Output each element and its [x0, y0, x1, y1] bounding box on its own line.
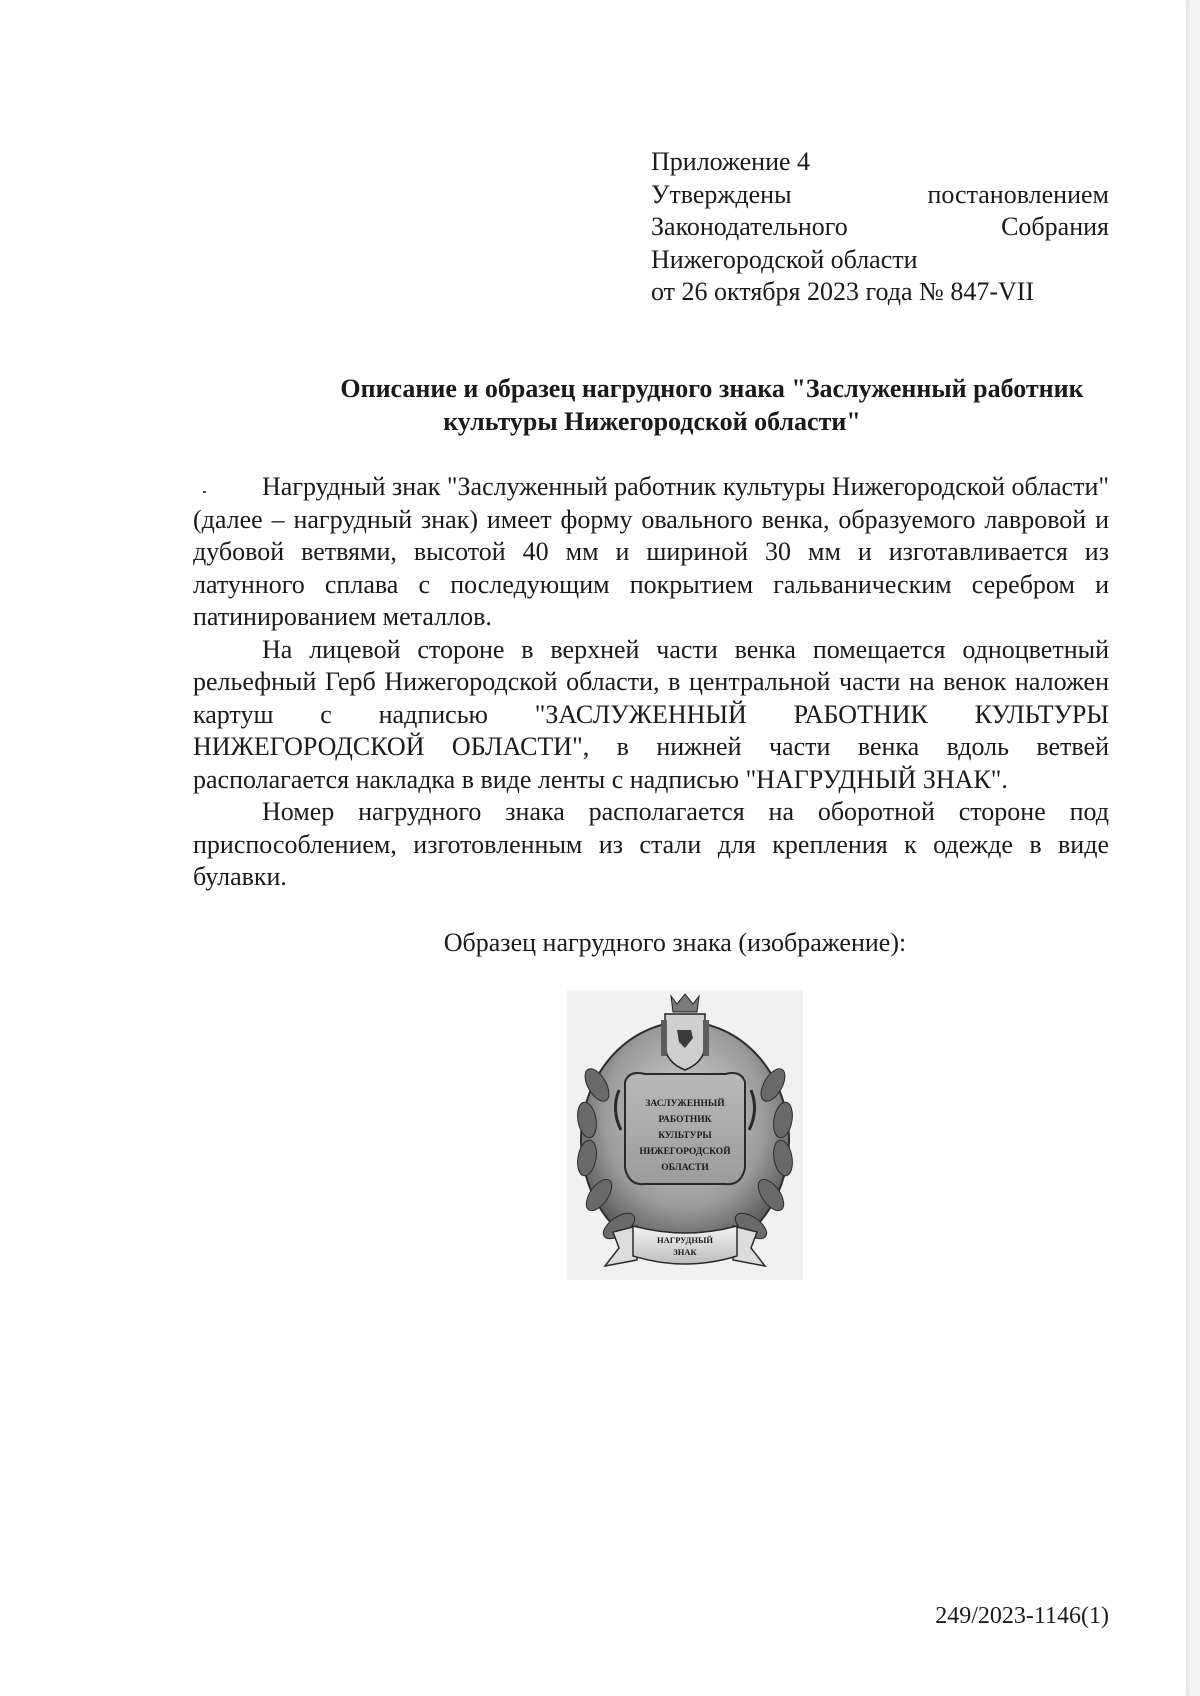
paragraph-front-side: На лицевой стороне в верхней части венка помещается одноцветный рельефный Герб Нижегородской области, в центральной части на венок наложен картуш с надписью "ЗАСЛУЖЕННЫЙ РАБОТНИК КУЛЬТУРЫ НИЖЕГОРОДСКОЙ ОБЛАСТИ", в нижней части венка вдоль ветвей располагается накладка в виде ленты с надписью "НАГРУДНЫЙ ЗНАК". — [193, 634, 1109, 794]
cartouche-text-3: КУЛЬТУРЫ — [658, 1131, 712, 1141]
title-line-2: культуры Нижегородской области" — [443, 407, 861, 436]
approved-word: Утверждены — [651, 179, 792, 209]
approval-line-approved — [651, 179, 1109, 212]
ribbon-text-1: НАГРУДНЫЙ — [657, 1235, 713, 1245]
cartouche-text-5: ОБЛАСТИ — [661, 1163, 709, 1173]
paragraph-shape: Нагрудный знак "Заслуженный работник культуры Нижегородской области" (далее – нагрудный знак) имеет форму овального венка, образуемого лавровой и дубовой ветвями, высотой 40 мм и шириной 30 мм и изготавливается из латунного сплава с последующим покрытием гальваническим серебром и патинированием металлов. — [193, 472, 1109, 631]
paragraph-back-side: Номер нагрудного знака располагается на оборотной стороне под приспособлением, изготовленным из стали для крепления к одежде в виде булавки. — [193, 797, 1109, 891]
badge-image — [567, 990, 803, 1280]
cartouche-text-1: ЗАСЛУЖЕННЫЙ — [645, 1099, 725, 1109]
approval-stamp-block — [651, 146, 1109, 309]
resolution-date-number: от 26 октября 2023 года № 847-VII — [651, 277, 1035, 306]
appendix-label: Приложение 4 — [651, 147, 811, 176]
assembly-word: Собрания — [1001, 212, 1109, 241]
approval-line-assembly — [651, 211, 1109, 244]
sample-caption: Образец нагрудного знака (изображение): — [443, 928, 907, 957]
cartouche-text-2: РАБОТНИК — [658, 1115, 712, 1125]
cartouche — [615, 1073, 754, 1184]
ribbon-text-2: ЗНАК — [673, 1247, 697, 1257]
badge-illustration — [567, 990, 803, 1280]
cartouche-text-4: НИЖЕГОРОДСКОЙ — [639, 1147, 731, 1157]
resolution-word: постановлением — [927, 179, 1109, 209]
title-line-1: Описание и образец нагрудного знака "Заслуженный работник — [340, 374, 1084, 403]
legislative-word: Законодательного — [651, 212, 848, 241]
document-title — [195, 372, 1109, 438]
document-registration-number: 249/2023-1146(1) — [935, 1603, 1109, 1629]
description-body — [193, 471, 1109, 894]
region-name: Нижегородской области — [651, 244, 918, 274]
